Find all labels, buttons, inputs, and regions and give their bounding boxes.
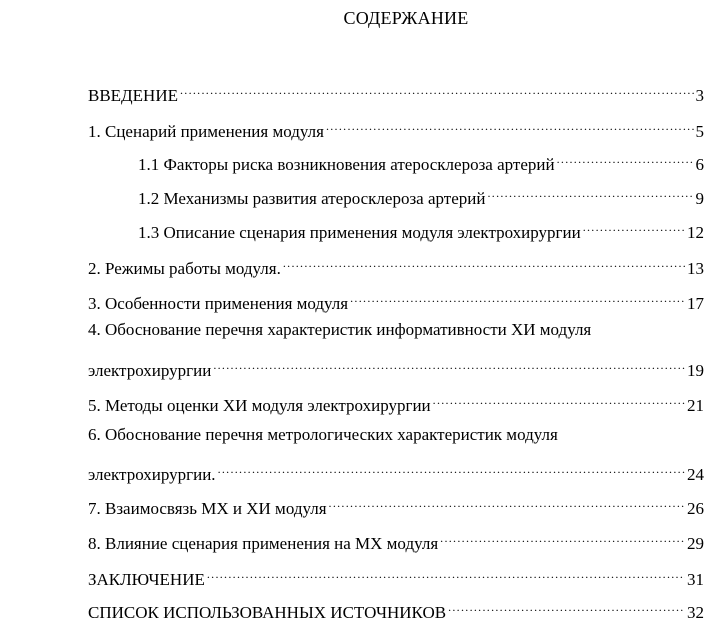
toc-entry-text: ЗАКЛЮЧЕНИЕ [88,570,205,589]
toc-entry-conclusion [88,561,704,589]
toc-entry-page: 17 [687,294,704,313]
toc-entry-page: 9 [695,189,704,208]
toc-entry-text: СПИСОК ИСПОЛЬЗОВАННЫХ ИСТОЧНИКОВ [88,603,447,622]
toc-entry-text: электрохирургии. [88,465,216,484]
toc-entry-page: 13 [687,259,704,278]
toc-leader-dots [350,285,685,309]
toc-entry-section-4-line-1 [88,318,591,342]
toc-leader-dots [326,113,694,137]
toc-leader-dots [180,77,694,101]
toc-entry-text: ВВЕДЕНИЕ [88,86,178,105]
toc-entry-text: 6. Обоснование перечня метрологических характеристик модуля [88,425,558,444]
toc-entry-section-1-3 [138,214,704,242]
toc-entry-section-1-1 [138,146,704,174]
toc-entry-text: 1.2 Механизмы развития атеросклероза артерий [138,189,486,208]
toc-entry-page: 32 [687,603,704,622]
toc-leader-dots [207,561,685,585]
toc-leader-dots [440,525,685,549]
toc-entry-page: 12 [687,223,704,242]
toc-entry-section-7 [88,490,704,518]
toc-entry-page: 29 [687,534,704,553]
toc-entry-text: 7. Взаимосвязь МХ и ХИ модуля [88,499,327,518]
toc-entry-section-2 [88,250,704,278]
toc-leader-dots [583,214,685,238]
toc-entry-section-5 [88,387,704,415]
toc-entry-section-8 [88,525,704,553]
toc-leader-dots [557,146,694,170]
toc-entry-page: 5 [695,122,704,141]
toc-leader-dots [283,250,685,274]
toc-leader-dots [448,594,685,618]
toc-entry-text: 2. Режимы работы модуля. [88,259,281,278]
toc-entry-text: 8. Влияние сценария применения на МХ модуля [88,534,439,553]
toc-leader-dots [433,387,685,411]
toc-leader-dots [487,180,693,204]
toc-entry-page: 3 [695,86,704,105]
toc-entry-page: 26 [687,499,704,518]
toc-entry-section-1 [88,113,704,141]
toc-entry-page: 21 [687,396,704,415]
toc-entry-page: 31 [687,570,704,589]
toc-entry-introduction [88,77,704,105]
toc-entry-text: 1.1 Факторы риска возникновения атеросклероза артерий [138,155,555,174]
toc-entry-section-1-2 [138,180,704,208]
page-title: СОДЕРЖАНИЕ [343,8,469,28]
toc-entry-text: 1.3 Описание сценария применения модуля электрохирургии [138,223,581,242]
toc-leader-dots [329,490,685,514]
toc-leader-dots [218,456,685,480]
toc-entry-section-4-line-2 [88,352,704,380]
toc-entry-text: 4. Обоснование перечня характеристик информативности ХИ модуля [88,320,592,339]
toc-leader-dots [213,352,685,376]
toc-entry-text: электрохирургии [88,361,212,380]
toc-entry-page: 24 [687,465,704,484]
toc-entry-section-3 [88,285,704,313]
toc-entry-page: 19 [687,361,704,380]
toc-entry-text: 3. Особенности применения модуля [88,294,349,313]
toc-entry-page: 6 [695,155,704,174]
toc-entry-section-6-line-2 [88,456,704,484]
toc-entry-references [88,594,704,622]
toc-entry-text: 1. Сценарий применения модуля [88,122,324,141]
toc-entry-section-6-line-1 [88,423,558,447]
toc-entry-text: 5. Методы оценки ХИ модуля электрохирургии [88,396,431,415]
